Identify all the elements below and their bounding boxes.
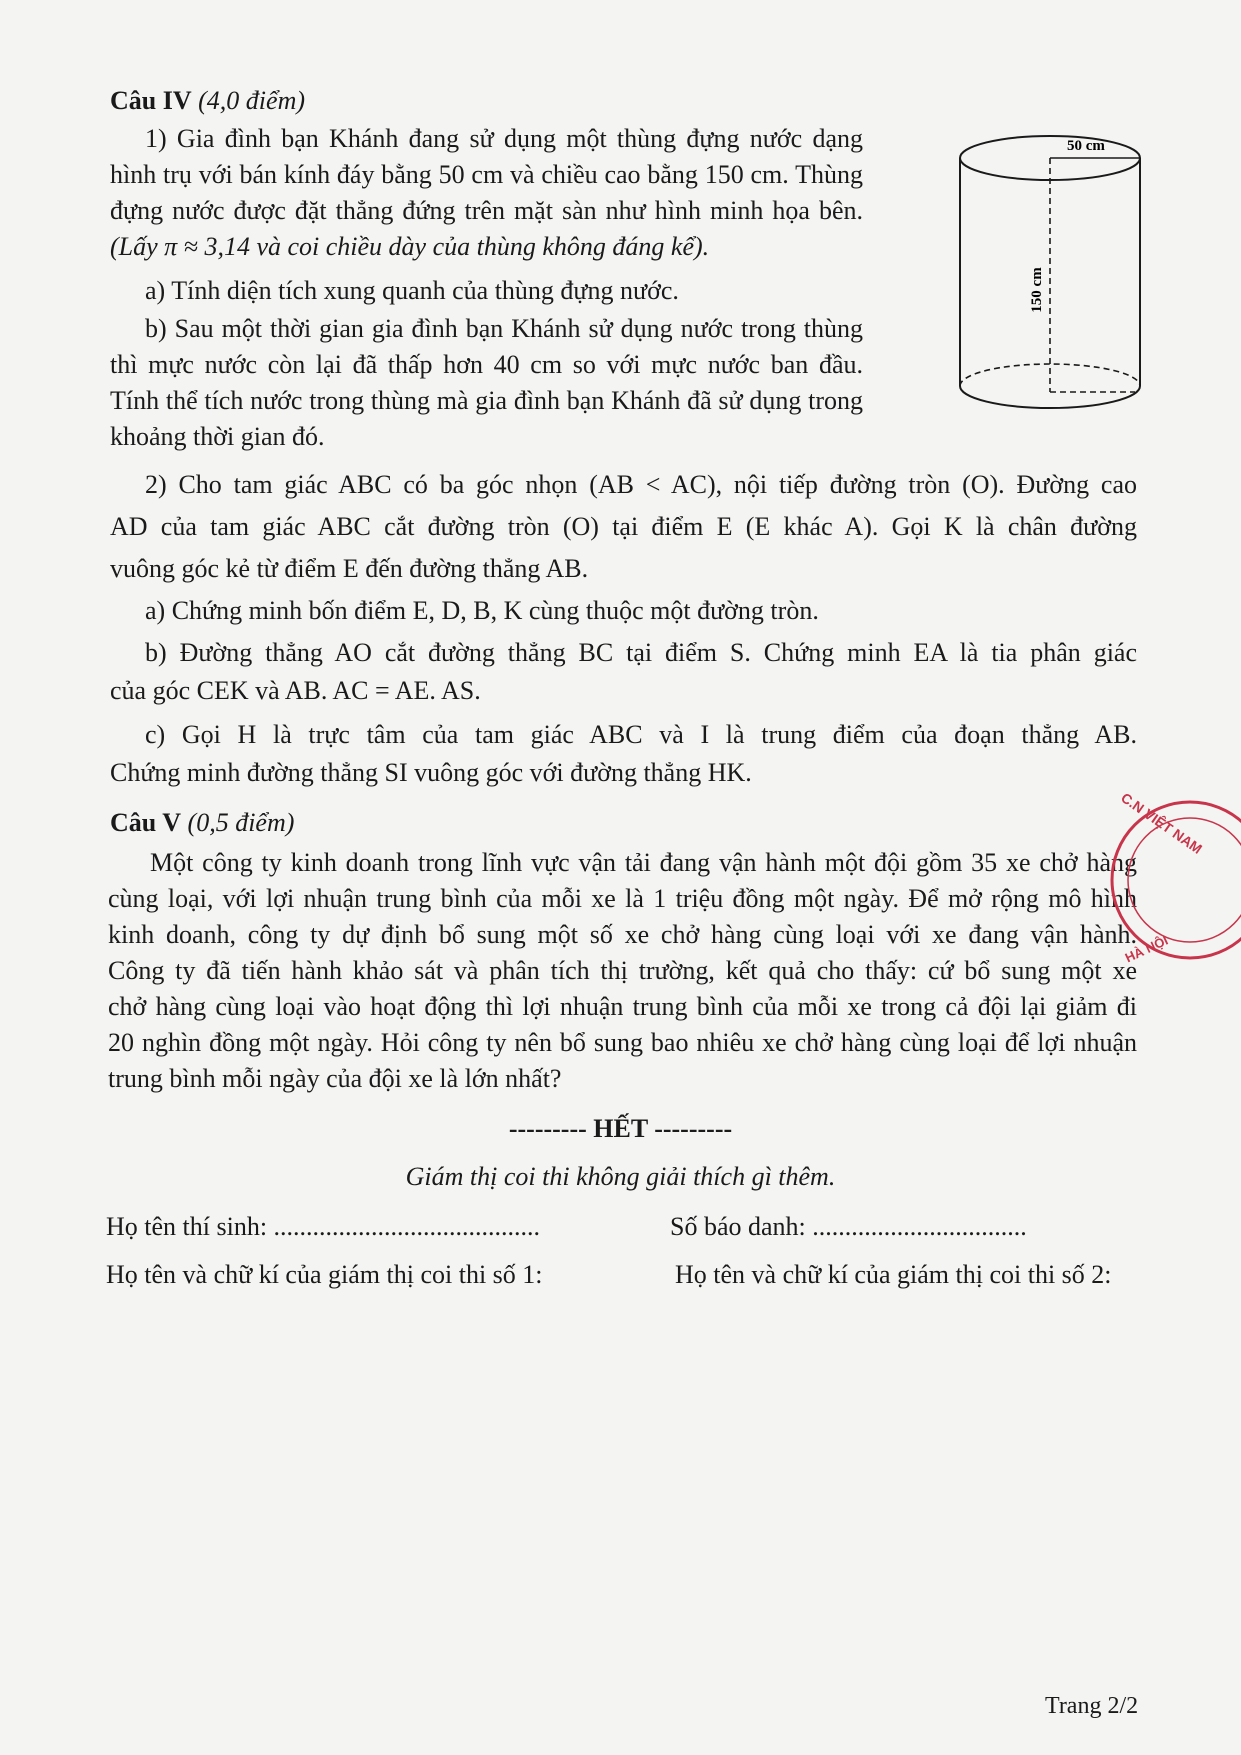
q4-p1-line: thì mực nước còn lại đã thấp hơn 40 cm so với mực nước ban đầu. bbox=[110, 350, 863, 379]
q4-p1-line: Tính thể tích nước trong thùng mà gia đình bạn Khánh đã sử dụng trong bbox=[110, 386, 863, 415]
q5-line: kinh doanh, công ty dự định bổ sung một số xe chở hàng cùng loại với xe đang vận hành. bbox=[108, 920, 1137, 949]
q4-p2-part-c: c) Gọi H là trực tâm của tam giác ABC và I là trung điểm của đoạn thẳng AB. bbox=[145, 720, 1137, 749]
question-5-heading: Câu V (0,5 điểm) bbox=[110, 808, 295, 837]
candidate-number-field: Số báo danh: ................................. bbox=[670, 1212, 1027, 1241]
q4-p2-line: vuông góc kẻ từ điểm E đến đường thẳng AB. bbox=[110, 554, 589, 583]
q5-line: cùng loại, với lợi nhuận trung bình của mỗi xe là 1 triệu đồng một ngày. Để mở rộng mô hình bbox=[108, 884, 1137, 913]
page-number: Trang 2/2 bbox=[1045, 1693, 1139, 1719]
supervisor-note: Giám thị coi thi không giải thích gì thêm. bbox=[405, 1162, 836, 1191]
cylinder-figure bbox=[955, 128, 1155, 428]
q4-p1-line: (Lấy π ≈ 3,14 và coi chiều dày của thùng không đáng kể). bbox=[110, 232, 710, 261]
stamp-text-bottom: HÀ NỘI bbox=[1122, 932, 1171, 966]
q4-p2-part-b: b) Đường thẳng AO cắt đường thẳng BC tại điểm S. Chứng minh EA là tia phân giác bbox=[145, 638, 1137, 667]
question-4-heading: Câu IV (4,0 điểm) bbox=[110, 86, 305, 115]
q4-p2-line: Chứng minh đường thẳng SI vuông góc với đường thẳng HK. bbox=[110, 758, 752, 787]
q4-p1-line: 1) Gia đình bạn Khánh đang sử dụng một thùng đựng nước dạng bbox=[145, 124, 863, 153]
q4-p2-line: của góc CEK và AB. AC = AE. AS. bbox=[110, 676, 481, 705]
height-label: 150 cm bbox=[1029, 267, 1045, 313]
stamp-text-top: C.N VIỆT NAM bbox=[1118, 789, 1206, 857]
supervisor-1-signature: Họ tên và chữ kí của giám thị coi thi số 1: bbox=[106, 1260, 543, 1289]
official-stamp bbox=[1105, 780, 1241, 980]
q4-p1-line: hình trụ với bán kính đáy bằng 50 cm và chiều cao bằng 150 cm. Thùng bbox=[110, 160, 863, 189]
supervisor-2-signature: Họ tên và chữ kí của giám thị coi thi số 2: bbox=[675, 1260, 1112, 1289]
q4-p2-part-a: a) Chứng minh bốn điểm E, D, B, K cùng thuộc một đường tròn. bbox=[145, 596, 819, 625]
candidate-name-field: Họ tên thí sinh: ......................................... bbox=[106, 1212, 541, 1241]
end-mark: --------- HẾT --------- bbox=[508, 1114, 733, 1143]
radius-label: 50 cm bbox=[1067, 138, 1105, 154]
q4-p1-line: đựng nước được đặt thẳng đứng trên mặt sàn như hình minh họa bên. bbox=[110, 196, 863, 225]
q5-line: 20 nghìn đồng một ngày. Hỏi công ty nên bổ sung bao nhiêu xe chở hàng cùng loại để lợi nhuận bbox=[108, 1028, 1137, 1057]
q4-p1-line: khoảng thời gian đó. bbox=[110, 422, 325, 451]
q4-p1-part-a: a) Tính diện tích xung quanh của thùng đựng nước. bbox=[145, 276, 679, 305]
q4-p1-part-b: b) Sau một thời gian gia đình bạn Khánh sử dụng nước trong thùng bbox=[145, 314, 863, 343]
q5-line: Công ty đã tiến hành khảo sát và phân tích thị trường, kết quả cho thấy: cứ bổ sung một xe bbox=[108, 956, 1137, 985]
q5-line: trung bình mỗi ngày của đội xe là lớn nhất? bbox=[108, 1064, 562, 1093]
q5-line: Một công ty kinh doanh trong lĩnh vực vận tải đang vận hành một đội gồm 35 xe chở hàng bbox=[150, 848, 1137, 877]
q4-p2-line: AD của tam giác ABC cắt đường tròn (O) tại điểm E (E khác A). Gọi K là chân đường bbox=[110, 512, 1137, 541]
q4-p2-line: 2) Cho tam giác ABC có ba góc nhọn (AB < AC), nội tiếp đường tròn (O). Đường cao bbox=[145, 470, 1137, 499]
q5-line: chở hàng cùng loại vào hoạt động thì lợi nhuận trung bình của mỗi xe trong cả đội lại giảm đi bbox=[108, 992, 1137, 1021]
